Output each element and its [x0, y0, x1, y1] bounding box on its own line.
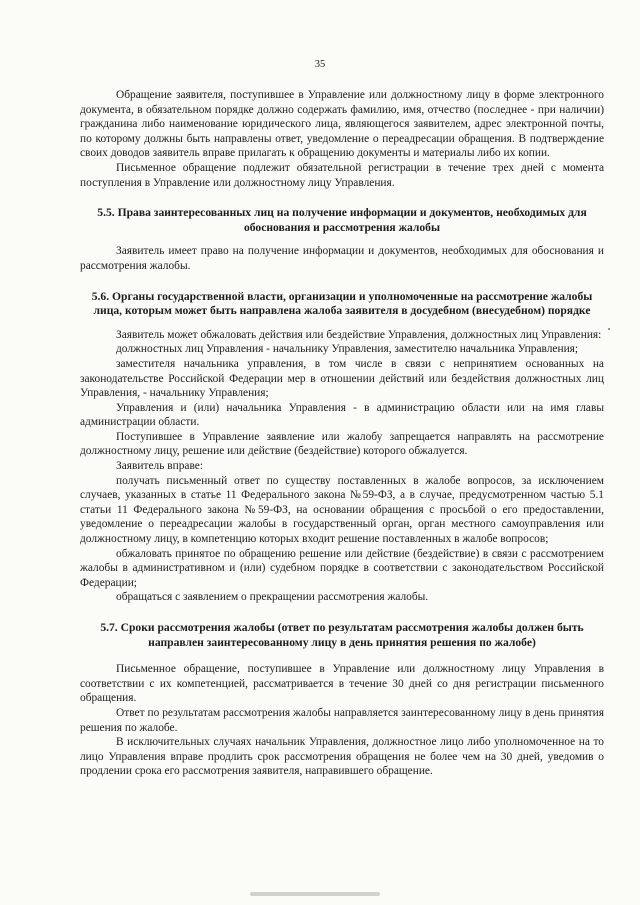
paragraph: заместителя начальника управления, в том числе в связи с непринятием основанных на законодательстве Российской Федерации мер в отношении действий или бездействия должностных лиц Управления, - начальнику Управления;	[80, 357, 604, 400]
paragraph: Заявитель имеет право на получение информации и документов, необходимых для обоснования и рассмотрения жалобы.	[80, 245, 604, 272]
section-heading: 5.6. Органы государственной власти, организации и уполномоченные на рассмотрение жалобы лица, которым может быть направлена жалоба заявителя в досудебном (внесудебном) порядке	[91, 289, 593, 318]
section-heading: 5.5. Права заинтересованных лиц на получение информации и документов, необходимых для обоснования и рассмотрения жалобы	[97, 206, 587, 234]
document-body	[80, 88, 604, 779]
faded-footer-mark	[250, 892, 380, 896]
spacer	[80, 235, 604, 244]
paragraph: Поступившее в Управление заявление или жалобу запрещается направлять на рассмотрение должностному лицу, решение или действие (бездействие) которого обжалуется.	[80, 430, 604, 458]
paragraph: Заявитель вправе:	[116, 460, 203, 473]
scan-speck	[608, 328, 610, 330]
paragraph: Обращение заявителя, поступившее в Управление или должностному лицу в форме электронного документа, в обязательном порядке должно содержать фамилию, имя, отчество (последнее - при наличии) гражданина либо наименование юридического лица, являющегося заявителем, адрес электронной почты, по которому должны быть направлены ответ, уведомление о переадресации обращения. В подтверждение своих доводов заявитель вправе прилагать к обращению документы и материалы либо их копии.	[80, 89, 604, 160]
paragraph: Письменное обращение подлежит обязательной регистрации в течение трех дней с момента поступления в Управление или должностному лицу Управления.	[80, 161, 604, 189]
spacer	[80, 274, 604, 290]
paragraph: Управления и (или) начальника Управления - в администрацию области или на имя главы администрации области.	[80, 401, 604, 429]
paragraph: должностных лиц Управления - начальнику Управления, заместителю начальника Управления;	[116, 343, 579, 356]
paragraph: В исключительных случаях начальник Управления, должностное лицо либо уполномоченное на то лицо Управления вправе продлить срок рассмотрения обращения не более чем на 30 дней, уведомив о продлении срока его рассмотрения заявителя, направившего обращение.	[80, 736, 604, 778]
paragraph: Письменное обращение, поступившее в Управление или должностному лицу Управления в соответствии с их компетенцией, рассматривается в течение 30 дней со дня регистрации письменного обращения.	[80, 663, 604, 705]
page-number: 35	[314, 59, 326, 70]
paragraph: обжаловать принятое по обращению решение или действие (бездействие) в связи с рассмотрением жалобы в административном и (или) судебном порядке в соответствии с законодательством Российской Федерации;	[80, 547, 604, 589]
spacer	[80, 605, 604, 621]
spacer	[80, 190, 604, 206]
spacer	[80, 319, 604, 328]
paragraph: обращаться с заявлением о прекращении рассмотрения жалобы.	[116, 591, 429, 604]
paragraph: Ответ по результатам рассмотрения жалобы направляется заинтересованному лицу в день принятия решения по жалобе.	[80, 706, 604, 734]
spacer	[80, 650, 604, 662]
section-heading: 5.7. Сроки рассмотрения жалобы (ответ по результатам рассмотрения жалобы должен быть направлен заинтересованному лицу в день принятия решения по жалобе)	[100, 621, 584, 649]
paragraph: получать письменный ответ по существу поставленных в жалобе вопросов, за исключением случаев, указанных в статье 11 Федерального закона №59-ФЗ, а в случае, предусмотренном частью 5.1 статьи 11 Федерального закона №59-ФЗ, на основании обращения с просьбой о его предоставлении, уведомление о переадресации жалобы в государственный орган, орган местного самоуправления или должностному лицу, в компетенцию которых входит решение поставленных в жалобе вопросов;	[80, 474, 604, 546]
paragraph: Заявитель может обжаловать действия или бездействие Управления, должностных лиц Управления:	[116, 328, 602, 341]
